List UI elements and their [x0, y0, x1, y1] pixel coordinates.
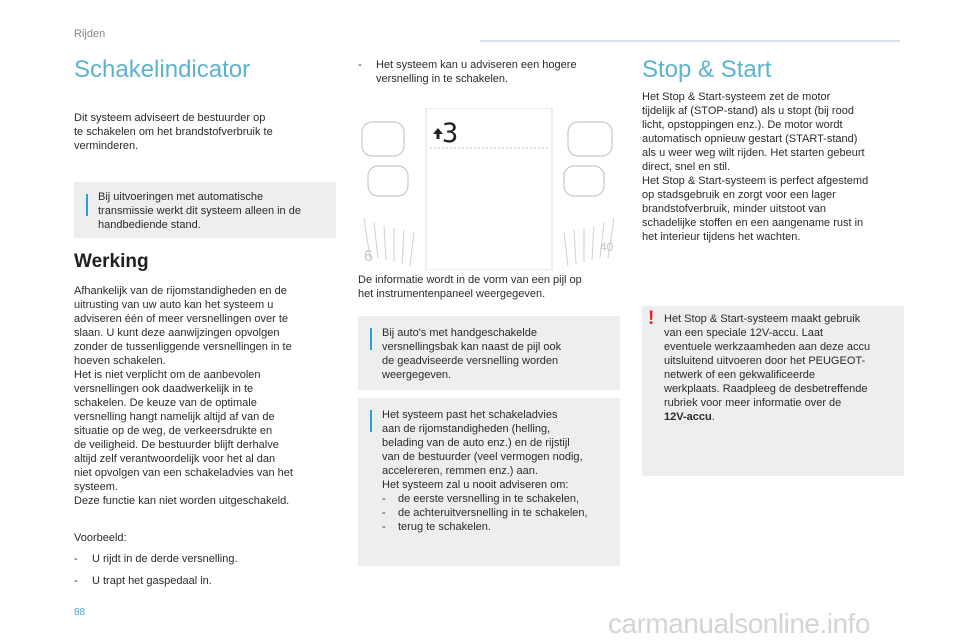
- cluster-caption: De informatie wordt in de vorm van een pijl op het instrumentenpaneel weergegeven.: [358, 274, 582, 300]
- warning-box-12v: [642, 306, 904, 476]
- never-item-2: de achteruitversnelling in te schakelen,: [398, 507, 588, 519]
- section-divider: [480, 40, 900, 42]
- voorbeeld-item-1: U rijdt in de derde versnelling.: [92, 553, 238, 565]
- list-item-dash: -: [74, 553, 78, 565]
- list-item-dash: -: [74, 575, 78, 587]
- list-item-dash: -: [382, 507, 386, 519]
- intro-text: Dit systeem adviseert de bestuurder op te schakelen om het brandstofverbruik te verminderen.: [74, 112, 273, 152]
- info-box-automatic: [74, 182, 336, 238]
- info-box-manual-text: Bij auto's met handgeschakelde versnellingsbak kan naast de pijl ook de geadviseerde versnelling worden weergegeven.: [382, 327, 562, 381]
- info-icon: [370, 328, 372, 350]
- warning-box-end: [664, 410, 715, 424]
- info-icon: [370, 410, 372, 432]
- werking-heading: Werking: [74, 251, 149, 272]
- watermark: carmanualsonline.info: [608, 608, 870, 639]
- advice-text: Het systeem kan u adviseren een hogere versnelling in te schakelen.: [376, 59, 577, 85]
- gauge-right-number: 40: [600, 240, 614, 254]
- stop-start-body: Het Stop & Start-systeem zet de motor tijdelijk af (STOP-stand) als u stopt (bij rood licht, opstoppingen enz.). De motor wordt automatisch opnieuw gestart (START-stand) als u weer weg wilt rijden. Het starten gebeurt direct, snel en stil. Het Stop & Start-systeem is perfect afgestemd op stadsgebruik en zorgt voor een lager brandstofverbruik, minder uitstoot van schadelijke stoffen en een aangename rust in het interieur tijdens het wachten.: [642, 91, 869, 243]
- info-box-adapt: [358, 398, 620, 566]
- instrument-cluster-illustration: [358, 108, 620, 270]
- page-number: 88: [74, 607, 86, 618]
- warning-bold-term: 12V-accu: [664, 411, 712, 423]
- stop-start-title: Stop & Start: [642, 56, 772, 83]
- werking-body: Afhankelijk van de rijomstandigheden en de uitrusting van uw auto kan het systeem u adviseren één of meer versnellingen over te slaan. U kunt deze aanwijzingen opvolgen zonder de tussenliggende versnellingen in te hoeven schakelen. Het is niet verplicht om de aanbevolen versnellingen ook daadwerkelijk in te schakelen. De keuze van de optimale versnelling hangt namelijk altijd af van de situatie op de weg, de verkeersdrukte en de veiligheid. De bestuurder blijft derhalve altijd zelf verantwoordelijk voor het al dan niet opvolgen van een schakeladvies van het systeem. Deze functie kan niet worden uitgeschakeld.: [74, 285, 293, 507]
- voorbeeld-item-2: U trapt het gaspedaal in.: [92, 575, 212, 587]
- gauge-left-number: 6: [364, 248, 373, 265]
- never-item-3: terug te schakelen.: [398, 521, 491, 533]
- list-item-dash: -: [382, 521, 386, 533]
- page-title: Schakelindicator: [74, 56, 251, 83]
- never-item-1: de eerste versnelling in te schakelen,: [398, 493, 579, 505]
- list-item-dash: -: [358, 59, 362, 71]
- voorbeeld-label: Voorbeeld:: [74, 532, 127, 544]
- warning-box-text: Het Stop & Start-systeem maakt gebruik van een speciale 12V-accu. Laat eventuele werkzaamheden aan deze accu uitsluitend uitvoeren door het PEUGEOT- netwerk of een gekwalificeerde werkplaats. Raadpleeg de desbetreffende rubriek voor meer informatie over de: [664, 313, 871, 409]
- gear-display-value: 3: [442, 118, 459, 149]
- info-icon: [86, 194, 88, 216]
- info-box-adapt-text: Het systeem past het schakeladvies aan de rijomstandigheden (helling, belading van de auto enz.) en de rijstijl van de bestuurder (veel vermogen nodig, accelereren, remmen enz.) aan. Het systeem zal u nooit adviseren om:: [382, 409, 583, 491]
- list-item-dash: -: [382, 493, 386, 505]
- info-box-automatic-text: Bij uitvoeringen met automatische transmissie werkt dit systeem alleen in de handbediende stand.: [98, 191, 301, 231]
- warning-icon: !: [648, 308, 655, 329]
- info-box-manual: [358, 316, 620, 390]
- warning-period: .: [711, 411, 715, 423]
- section-label: Rijden: [74, 28, 106, 40]
